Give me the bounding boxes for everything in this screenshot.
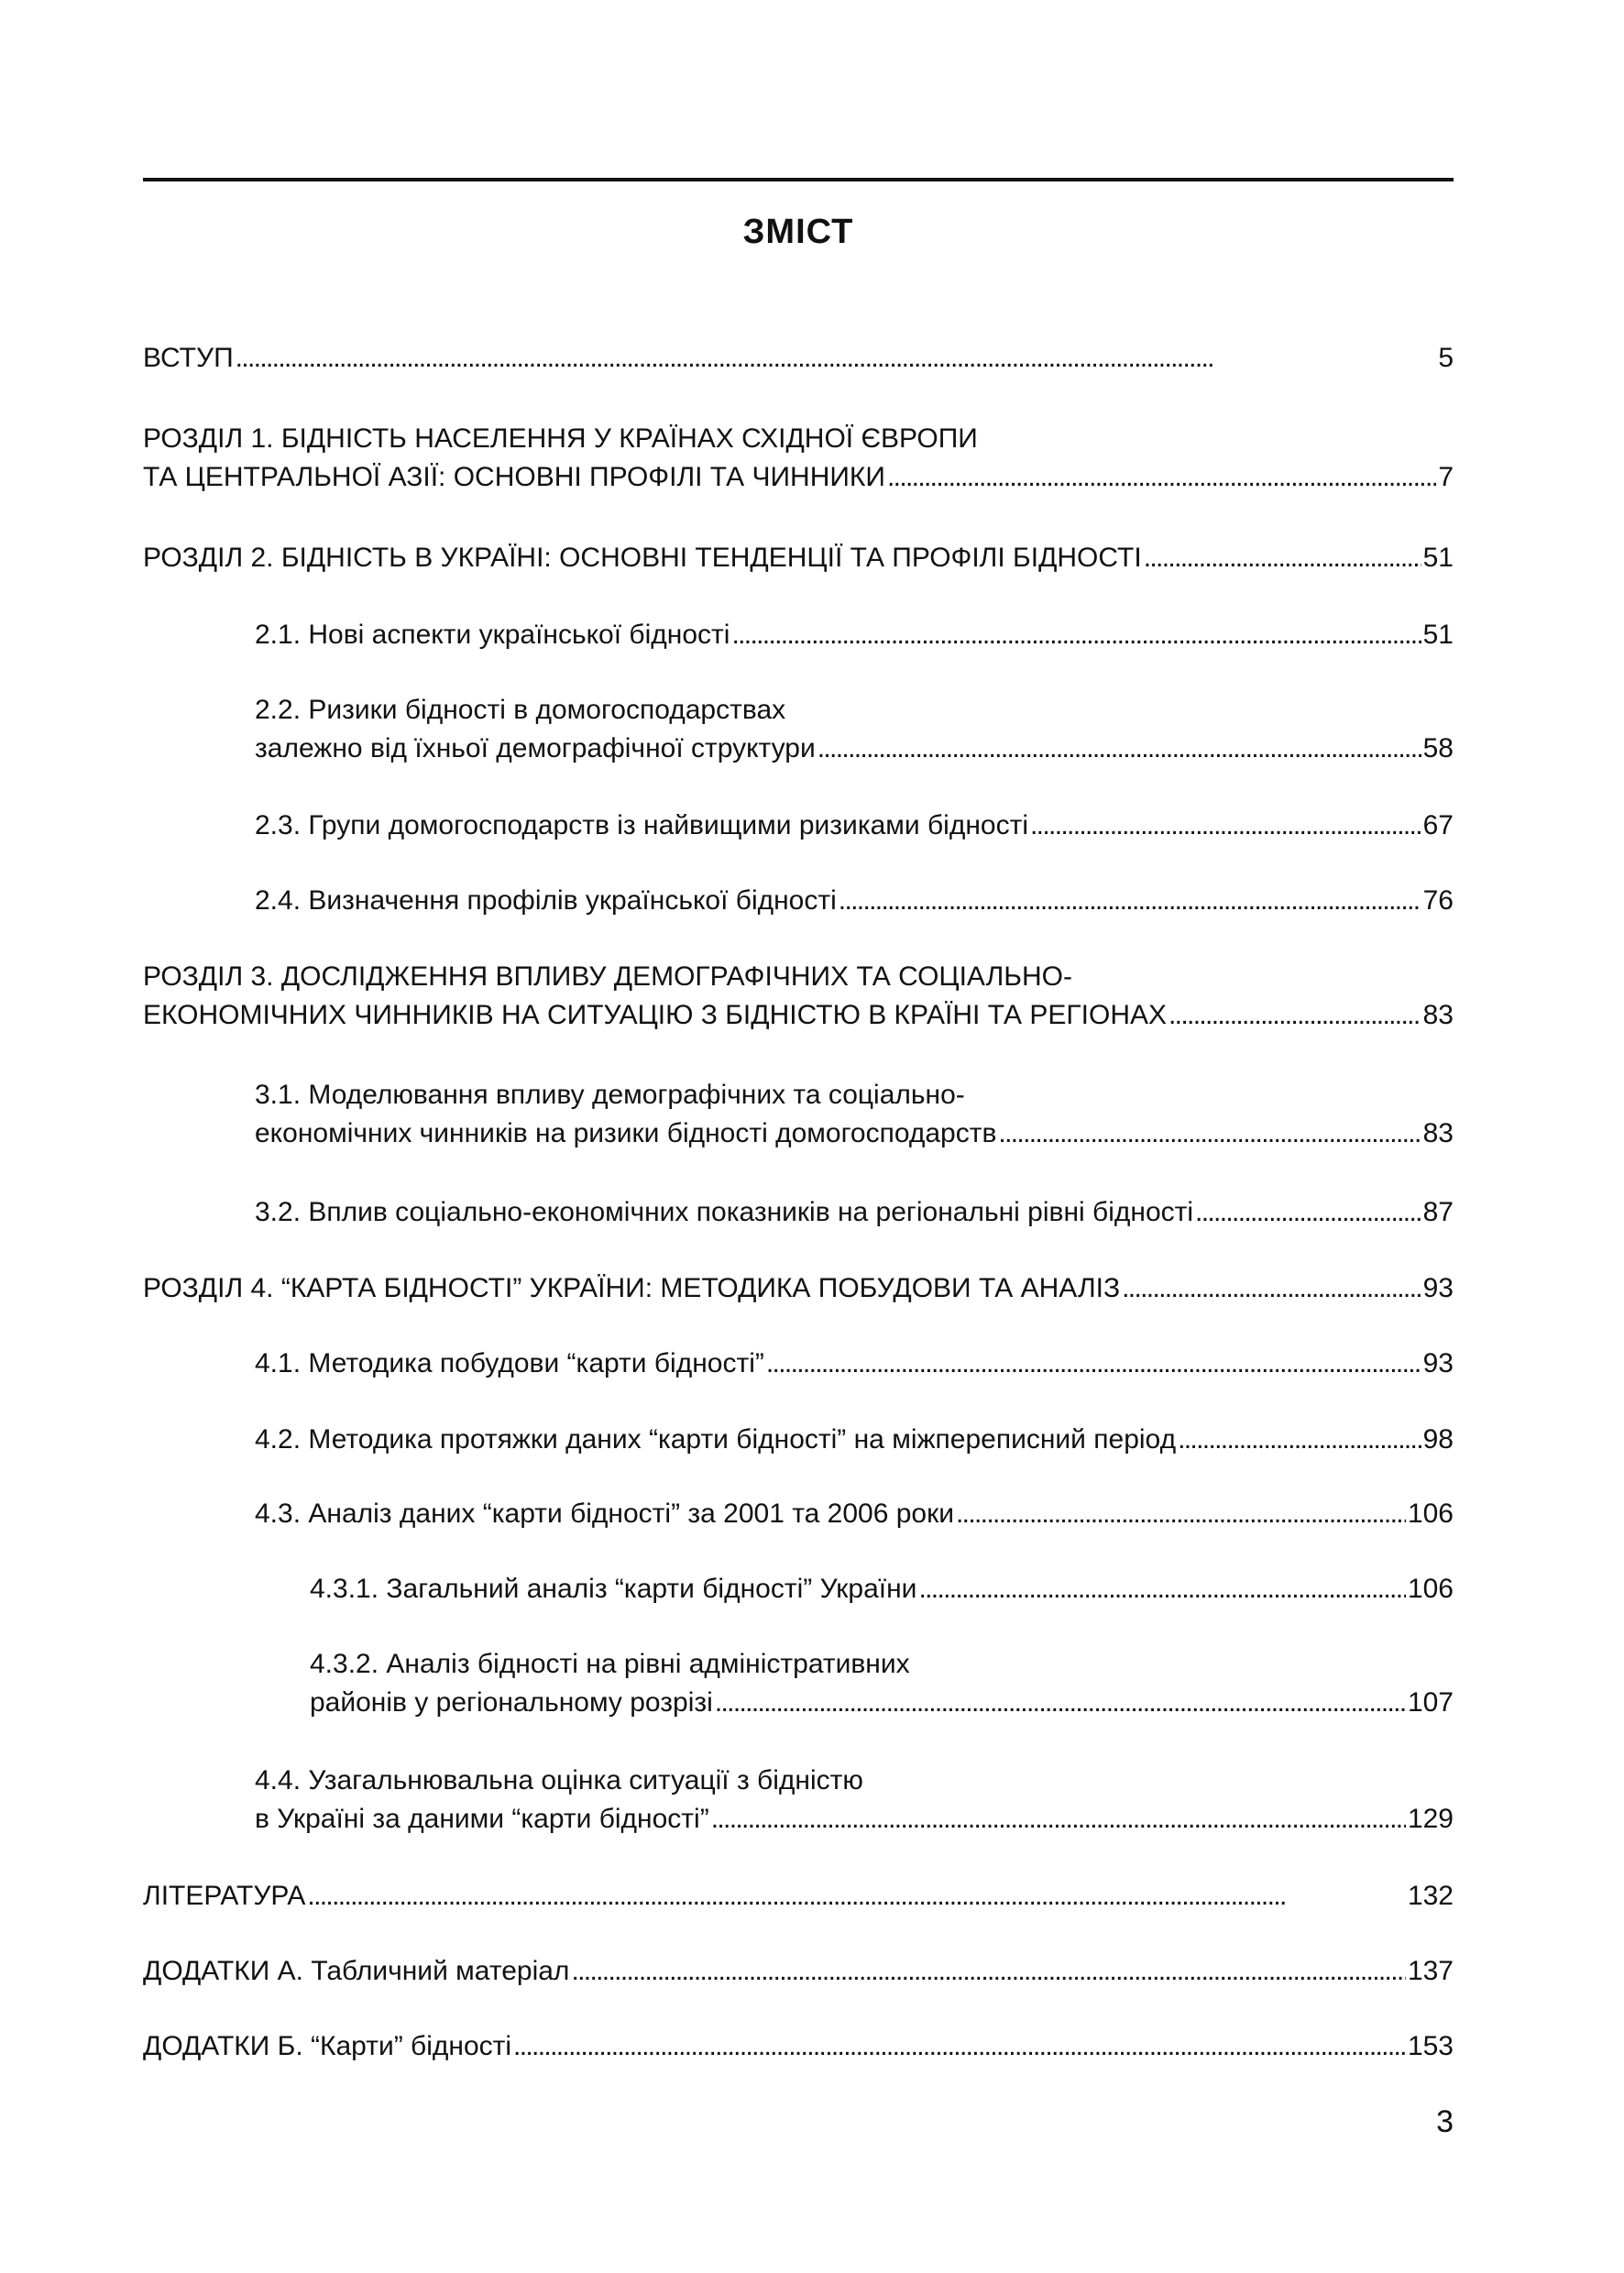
toc-entry-text: 3.2. Вплив соціально-економічних показників на регіональні рівні бідності	[255, 1197, 1194, 1227]
toc-page-number: 51	[1422, 543, 1454, 573]
dot-leader	[571, 1952, 1405, 1991]
toc-entry-4-3-2[interactable]	[143, 1645, 1454, 1722]
toc-entry-text: ТА ЦЕНТРАЛЬНОЇ АЗІЇ: ОСНОВНІ ПРОФІЛІ ТА ЧИННИКИ	[143, 462, 885, 492]
toc-page-number: 83	[1422, 1118, 1454, 1148]
toc-entry-text: ДОДАТКИ Б. “Карти” бідності	[143, 2031, 512, 2061]
toc-entry-appendix-b[interactable]	[143, 2027, 1454, 2066]
toc-entry-2-3[interactable]	[143, 807, 1454, 845]
toc-page-number: 58	[1422, 733, 1454, 763]
dot-leader	[1122, 1269, 1421, 1308]
page-title: ЗМІСТ	[742, 213, 854, 251]
dot-leader	[715, 1684, 1406, 1722]
toc-entry-text: РОЗДІЛ 4. “КАРТА БІДНОСТІ” УКРАЇНИ: МЕТОДИКА ПОБУДОВИ ТА АНАЛІЗ	[143, 1273, 1121, 1303]
dot-leader	[307, 1877, 1406, 1916]
toc-entry-text: 2.2. Ризики бідності в домогосподарствах	[255, 695, 786, 725]
toc-entry-4-4[interactable]	[143, 1762, 1454, 1839]
toc-page-number: 83	[1422, 1000, 1454, 1030]
dot-leader	[766, 1345, 1421, 1383]
dot-leader	[513, 2027, 1406, 2066]
dot-leader	[817, 730, 1421, 768]
dot-leader	[1030, 807, 1421, 845]
toc-entry-text: залежно від їхньої демографічної структури	[255, 733, 816, 763]
dot-leader	[1195, 1193, 1421, 1232]
toc-entry-chapter-4[interactable]	[143, 1269, 1454, 1308]
toc-entry-2-1[interactable]	[143, 616, 1454, 654]
toc-entry-text: районів у регіональному розрізі	[310, 1687, 713, 1718]
toc-page-number: 5	[1438, 343, 1454, 373]
toc-entry-text: ВСТУП	[143, 343, 234, 373]
toc-page-number: 98	[1422, 1424, 1454, 1455]
toc-entry-text: економічних чинників на ризики бідності домогосподарств	[255, 1118, 997, 1148]
toc-entry-text: 4.2. Методика протяжки даних “карти бідності” на міжпереписний період	[255, 1424, 1177, 1455]
toc-entry-text: 3.1. Моделювання впливу демографічних та соціально-	[255, 1080, 965, 1110]
toc-entry-text: 4.4. Узагальнювальна оцінка ситуації з бідністю	[255, 1765, 863, 1795]
toc-entry-text: 2.3. Групи домогосподарств із найвищими ризиками бідності	[255, 810, 1029, 840]
toc-entry-4-2[interactable]	[143, 1421, 1454, 1459]
toc-entry-3-2[interactable]	[143, 1193, 1454, 1232]
toc-entry-text: ЛІТЕРАТУРА	[143, 1881, 306, 1911]
toc-page-number: 106	[1407, 1499, 1454, 1529]
toc-entry-text: 2.4. Визначення профілів української бідності	[255, 885, 837, 916]
toc-entry-text: 4.3.1. Загальний аналіз “карти бідності” України	[310, 1574, 917, 1604]
dot-leader	[1169, 996, 1421, 1035]
toc-page-number: 129	[1407, 1804, 1454, 1834]
toc-entry-2-4[interactable]	[143, 882, 1454, 920]
toc-page-number: 93	[1422, 1273, 1454, 1303]
dot-leader	[711, 1800, 1406, 1839]
toc-entry-4-3[interactable]	[143, 1495, 1454, 1533]
toc-entry-text: РОЗДІЛ 3. ДОСЛІДЖЕННЯ ВПЛИВУ ДЕМОГРАФІЧНИХ ТА СОЦІАЛЬНО-	[143, 961, 1072, 992]
toc-entry-text: 4.3.2. Аналіз бідності на рівні адміністративних	[310, 1649, 910, 1679]
dot-leader	[1178, 1421, 1421, 1459]
toc-entry-chapter-3[interactable]	[143, 958, 1454, 1035]
toc-entry-text: 4.1. Методика побудови “карти бідності”	[255, 1348, 764, 1378]
toc-entry-intro[interactable]	[143, 339, 1454, 378]
toc-page-number: 93	[1422, 1348, 1454, 1378]
toc-page-number: 137	[1407, 1956, 1454, 1986]
toc-entry-4-1[interactable]	[143, 1345, 1454, 1383]
dot-leader	[731, 616, 1421, 654]
toc-entry-2-2[interactable]	[143, 691, 1454, 768]
toc-entry-text: ЕКОНОМІЧНИХ ЧИННИКІВ НА СИТУАЦІЮ З БІДНІСТЮ В КРАЇНІ ТА РЕГІОНАХ	[143, 1000, 1168, 1030]
toc-entry-4-3-1[interactable]	[143, 1570, 1454, 1609]
top-rule	[143, 178, 1454, 181]
toc-page-number: 51	[1422, 620, 1454, 650]
toc-entry-text: 4.3. Аналіз даних “карти бідності” за 2001 та 2006 роки	[255, 1499, 954, 1529]
toc-entry-chapter-2[interactable]	[143, 539, 1454, 577]
toc-entry-text: 2.1. Нові аспекти української бідності	[255, 620, 730, 650]
toc-page-number: 87	[1422, 1197, 1454, 1227]
toc-entry-text: РОЗДІЛ 2. БІДНІСТЬ В УКРАЇНІ: ОСНОВНІ ТЕНДЕНЦІЇ ТА ПРОФІЛІ БІДНОСТІ	[143, 543, 1142, 573]
dot-leader	[887, 458, 1436, 497]
toc-page-number: 153	[1407, 2031, 1454, 2061]
toc-page-number: 76	[1422, 885, 1454, 916]
page-number: 3	[1436, 2104, 1454, 2139]
toc-entry-text: в Україні за даними “карти бідності”	[255, 1804, 709, 1834]
toc-page-number: 107	[1407, 1687, 1454, 1718]
toc-page-number: 67	[1422, 810, 1454, 840]
dot-leader	[918, 1570, 1406, 1609]
toc-entry-chapter-1[interactable]	[143, 420, 1454, 497]
toc-page-number: 106	[1407, 1574, 1454, 1604]
toc-page-number: 132	[1407, 1881, 1454, 1911]
toc-page-number: 7	[1438, 462, 1454, 492]
dot-leader	[998, 1115, 1421, 1153]
dot-leader	[956, 1495, 1406, 1533]
toc-entry-text: РОЗДІЛ 1. БІДНІСТЬ НАСЕЛЕННЯ У КРАЇНАХ СХІДНОЇ ЄВРОПИ	[143, 423, 978, 454]
dot-leader	[1144, 539, 1421, 577]
dot-leader	[839, 882, 1421, 920]
toc-entry-text: ДОДАТКИ А. Табличний матеріал	[143, 1956, 570, 1986]
dot-leader	[236, 339, 1437, 378]
toc-entry-appendix-a[interactable]	[143, 1952, 1454, 1991]
toc-entry-literature[interactable]	[143, 1877, 1454, 1916]
toc-entry-3-1[interactable]	[143, 1076, 1454, 1153]
